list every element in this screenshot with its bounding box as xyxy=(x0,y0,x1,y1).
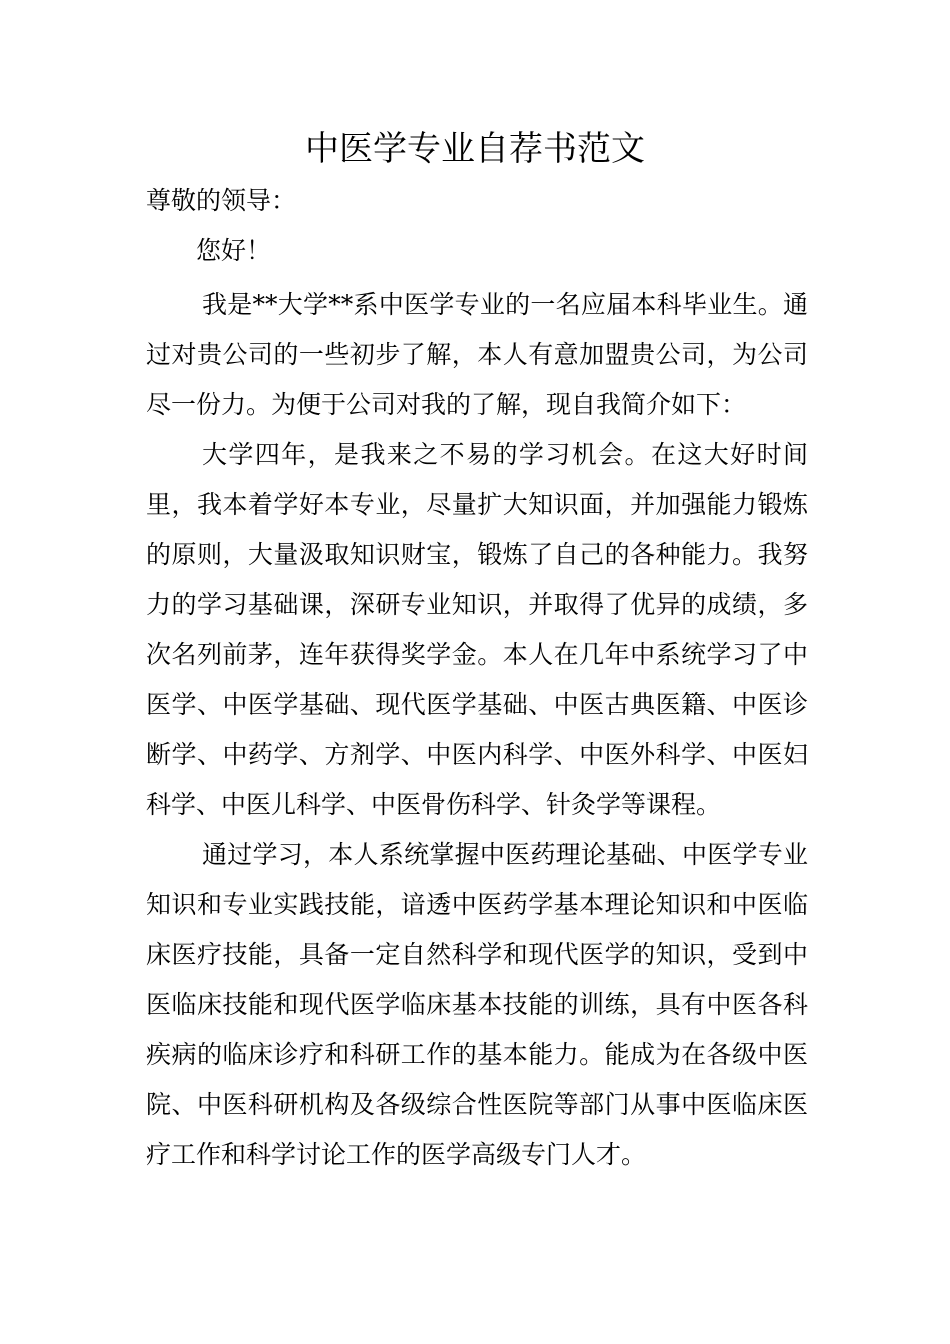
salutation: 尊敬的领导： xyxy=(146,186,297,215)
paragraph-intro: 我是**大学**系中医学专业的一名应届本科毕业生。通过对贵公司的一些初步了解，本人有意加盟贵公司，为公司尽一份力。为便于公司对我的了解，现自我简介如下： xyxy=(146,290,808,419)
document-body xyxy=(146,176,808,1180)
paragraph-skills: 通过学习，本人系统掌握中医药理论基础、中医学专业知识和专业实践技能，谙透中医药学基本理论知识和中医临床医疗技能，具备一定自然科学和现代医学的知识，受到中医临床技能和现代医学临床基本技能的训练，具有中医各科疾病的临床诊疗和科研工作的基本能力。能成为在各级中医院、中医科研机构及各级综合性医院等部门从事中医临床医疗工作和科学讨论工作的医学高级专门人才。 xyxy=(146,840,808,1169)
document-title: 中医学专业自荐书范文 xyxy=(305,129,645,169)
paragraph-studies: 大学四年，是我来之不易的学习机会。在这大好时间里，我本着学好本专业，尽量扩大知识面，并加强能力锻炼的原则，大量汲取知识财宝，锻炼了自己的各种能力。我努力的学习基础课，深研专业知识，并取得了优异的成绩，多次名列前茅，连年获得奖学金。本人在几年中系统学习了中医学、中医学基础、现代医学基础、中医古典医籍、中医诊断学、中药学、方剂学、中医内科学、中医外科学、中医妇科学、中医儿科学、中医骨伤科学、针灸学等课程。 xyxy=(146,440,808,819)
greeting: 您好！ xyxy=(196,236,272,265)
